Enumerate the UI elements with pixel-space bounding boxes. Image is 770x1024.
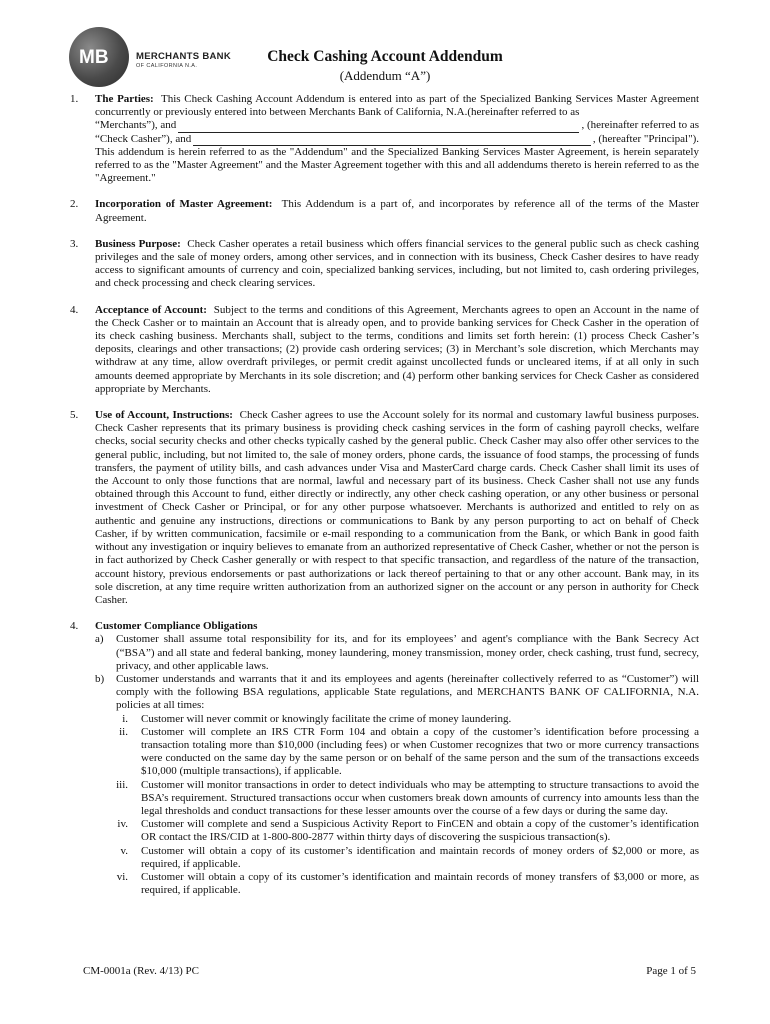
item-text: Customer will complete and send a Suspicious Activity Report to FinCEN and obtain a copy of the customer’s identification OR contact the IRS/CID at 1-800-800-2877 within thirty days of discovering the suspicious transaction(s). bbox=[141, 818, 699, 844]
page-title: Check Cashing Account Addendum bbox=[267, 48, 503, 65]
item-label: iii. bbox=[116, 778, 128, 791]
section-text-rest: This addendum is herein referred to as the "Addendum" and the Specialized Banking Services Master Agreement, is herein separately referred to as the "Master Agreement" and the Master Agreement together with this and all addendums thereto is herein referred to as the "Agreement." bbox=[95, 145, 699, 185]
section-business-purpose bbox=[65, 238, 699, 291]
casher-tail: , (hereafter "Principal"). bbox=[592, 132, 699, 145]
section-number: 1. bbox=[70, 93, 79, 105]
section-text: This Addendum is a part of, and incorporates by reference all of the terms of the Master Agreement. bbox=[95, 198, 699, 224]
clause-text: Customer shall assume total responsibility for its, and for its employees’ and agent's compliance with the Bank Secrecy Act (“BSA”) and all state and federal banking, money laundering, money transmission, money order, check cashing, trust fund, secrecy, privacy, and other applicable laws. bbox=[116, 633, 699, 672]
section-number: 2. bbox=[70, 198, 79, 211]
section-text: This Check Cashing Account Addendum is entered into as part of the Specialized Banking Services Master Agreement concurrently or previously entered into between Merchants Bank of California, N.A.(hereinafter referred to as bbox=[95, 93, 700, 119]
list-item bbox=[95, 871, 699, 897]
section-parties bbox=[65, 93, 699, 185]
section-acceptance bbox=[65, 304, 699, 396]
page-subtitle: (Addendum “A”) bbox=[339, 68, 431, 83]
section-use-of-account bbox=[65, 409, 699, 607]
logo-bank-subname: OF CALIFORNIA N.A. bbox=[136, 63, 198, 69]
list-item bbox=[95, 818, 699, 844]
casher-lead: “Check Casher”), and bbox=[95, 132, 192, 145]
section-heading: Acceptance of Account: bbox=[95, 303, 207, 316]
section-number: 3. bbox=[70, 237, 79, 250]
section-text: Check Casher operates a retail business which offers financial services to the general public such as check cashing privileges and the sale of money orders, among other services, and in connection with its business, Check Casher desires to have ready access to significant amounts of currency and coin, specialized banking services, including, but not limited to, cash ordering privileges, and check processing and check clearing services. bbox=[95, 237, 699, 290]
check-casher-name-field[interactable] bbox=[178, 123, 579, 133]
item-text: Customer will never commit or knowingly facilitate the crime of money laundering. bbox=[141, 712, 512, 725]
document-body bbox=[65, 93, 699, 910]
logo-bank-name: MERCHANTS BANK bbox=[136, 51, 231, 62]
merchants-lead: “Merchants”), and bbox=[95, 119, 177, 132]
item-text: Customer will monitor transactions in order to detect individuals who may be attempting to structure transactions to avoid the BSA’s requirement. Structured transactions occur when customers break down amounts of currency into amounts less than the legal thresholds and conduct transactions for these lesser amounts over the course of a few days or during the same day. bbox=[141, 778, 699, 817]
section-text: Check Casher agrees to use the Account solely for its normal and customary lawful business purposes. Check Casher represents that its primary business is providing check cashing services in the form of cashing payroll checks, welfare checks, social security checks and other checks typically cashed by the general public. Check Casher may also offer other services to the general public, including, but not limited to, the sale of money orders, phone cards, the issuance of food stamps, the processing of funds transfers, the payment of utility bills, and cash advances under Visa and MasterCard charge cards. Check Casher shall limit its uses of the Account to only those functions that are normal, lawful and necessary part of its business. Check Casher shall not use any funds obtained through this Account to fund, either directly or indirectly, any other check cashing operation, or any other business or personal investment of Check Casher or Principal, or for any other purpose whatsoever. Merchants is authorized and entitled to rely on as authentic and genuine any instructions, directions or communications to Bank by any person purporting to act on behalf of Check Casher, if by written communication, facsimile or e-mail responding to a communication from the Bank, or which Bank in good faith without any investigation or inquiry believes to emanate from an authorized representative of Check Casher, whether or not the person is in fact authorized by Check Casher generally or with respect to that specific transaction, and regardless of the nature of the transaction, account history, previous endorsements or past authorizations or lack thereof pertaining to that or any other account. Bank may, in its sole discretion, at any time require written authorization from an authorized signer on the account or any person in authority for Check Casher. bbox=[95, 409, 700, 606]
page-number: Page 1 of 5 bbox=[646, 965, 696, 977]
item-label: iv. bbox=[117, 818, 128, 831]
clause-a bbox=[95, 633, 699, 673]
section-heading: Incorporation of Master Agreement: bbox=[95, 198, 273, 211]
section-text: Subject to the terms and conditions of this Agreement, Merchants agrees to open an Account in the name of the Check Casher or to maintain an Account that is already open, and to provide banking services for Check Casher in the operation of its check cashing business. Merchants shall, subject to the terms, conditions and limits set forth herein: (1) process Check Casher’s deposits, clearings and other transactions; (2) provide cash ordering services; (3) in Merchant’s sole discretion, which Merchants may withdraw at any time, allow overdraft privileges, or permit credit against uncollected funds or uncleared items, if at all only in such amounts deemed appropriate by Merchants in its sole discretion; and (4) perform other banking services for Check Casher as considered appropriate by Merchants. bbox=[95, 303, 699, 395]
list-item bbox=[95, 726, 699, 779]
section-number: 4. bbox=[70, 620, 79, 633]
item-text: Customer will complete an IRS CTR Form 104 and obtain a copy of the customer’s identification before processing a transaction totaling more than $10,000 (including fees) or when Customer recognizes that two or more currency transactions were conducted on the same day by the same person or on behalf of the same person and the sum of the transactions exceeds $10,000 (multiple transactions), if applicable. bbox=[141, 725, 699, 778]
clause-label: a) bbox=[95, 633, 104, 646]
list-item bbox=[95, 779, 699, 819]
list-item bbox=[95, 845, 699, 871]
section-heading: Use of Account, Instructions: bbox=[95, 409, 233, 422]
section-number: 4. bbox=[70, 303, 79, 316]
section-heading: Customer Compliance Obligations bbox=[95, 620, 258, 633]
section-heading: The Parties: bbox=[95, 93, 154, 105]
item-text: Customer will obtain a copy of its customer’s identification and maintain records of money transfers of $3,000 or more, as required, if applicable. bbox=[141, 870, 699, 897]
form-id: CM-0001a (Rev. 4/13) PC bbox=[83, 965, 200, 977]
list-item bbox=[95, 713, 699, 726]
section-number: 5. bbox=[70, 409, 79, 422]
section-incorporation bbox=[65, 198, 699, 224]
item-label: vi. bbox=[116, 870, 128, 883]
merchants-tail: , (hereinafter referred to as bbox=[581, 119, 699, 132]
svg-text:MB: MB bbox=[79, 47, 109, 68]
section-compliance bbox=[65, 620, 699, 897]
section-heading: Business Purpose: bbox=[95, 237, 181, 250]
merchants-line bbox=[95, 119, 699, 132]
clause-label: b) bbox=[95, 672, 105, 685]
item-label: i. bbox=[122, 712, 128, 725]
item-text: Customer will obtain a copy of its customer’s identification and maintain records of money orders of $2,000 or more, as required, if applicable. bbox=[141, 844, 699, 870]
clause-b bbox=[95, 673, 699, 713]
casher-line bbox=[95, 133, 699, 146]
principal-name-field[interactable] bbox=[193, 136, 591, 146]
item-label: ii. bbox=[119, 725, 128, 738]
clause-text: Customer understands and warrants that it and its employees and agents (hereinafter collectively referred to as “Customer”) will comply with the following BSA regulations, applicable State regulations, and MERCHANTS BANK OF CALIFORNIA, N.A. policies at all times: bbox=[116, 672, 699, 712]
item-label: v. bbox=[120, 844, 128, 857]
